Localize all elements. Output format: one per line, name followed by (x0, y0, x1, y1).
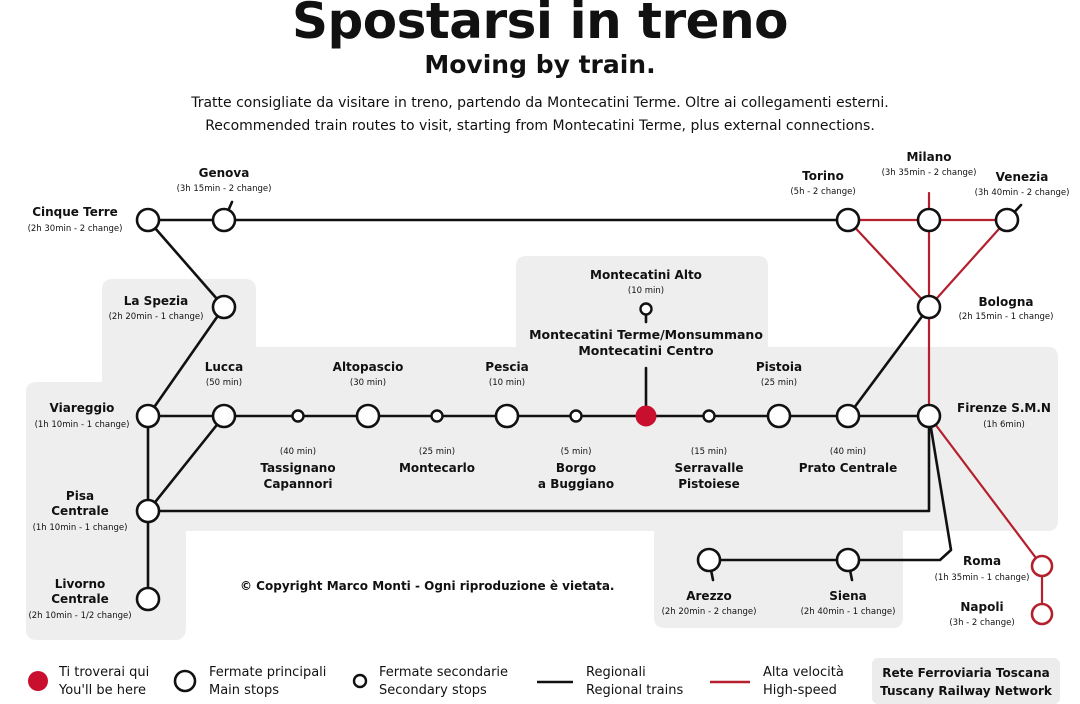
stop-venezia (996, 209, 1018, 231)
legend-main-label-it: Fermate principali (209, 665, 327, 680)
label-napoli: Napoli (960, 600, 1004, 614)
time-pescia: (10 min) (488, 378, 526, 388)
legend-secondary-stop-icon (354, 675, 366, 687)
time-genova: (3h 15min - 2 change) (176, 184, 272, 194)
label-montecatini-centro: Montecatini Centro (578, 343, 714, 358)
stop-genova (213, 209, 235, 231)
time-arezzo: (2h 20min - 2 change) (661, 607, 757, 617)
copyright-notice: © Copyright Marco Monti - Ogni riproduzione è vietata. (240, 579, 615, 593)
stop-altopascio (357, 405, 379, 427)
hs-venezia-bologna (929, 220, 1007, 307)
brand-label-it: Rete Ferroviaria Toscana (882, 666, 1050, 680)
legend-high-speed-label-it: Alta velocità (763, 665, 844, 680)
legend-secondary (379, 664, 508, 700)
time-pisa: (1h 10min - 1 change) (32, 523, 128, 533)
stop-cinque-terre (137, 209, 159, 231)
label-torino: Torino (802, 169, 844, 183)
label-pescia: Pescia (485, 360, 529, 374)
label-pisa-centrale: Centrale (51, 504, 109, 518)
label-livorno-centrale: Centrale (51, 592, 109, 606)
label-lucca: Lucca (204, 360, 244, 374)
time-siena: (2h 40min - 1 change) (800, 607, 896, 617)
brand-label-en: Tuscany Railway Network (880, 684, 1052, 698)
stop-milano (918, 209, 940, 231)
time-pistoia: (25 min) (760, 378, 798, 388)
time-altopascio: (30 min) (349, 378, 387, 388)
stop-montecarlo (432, 411, 443, 422)
stop-torino (837, 209, 859, 231)
label-siena: Siena (829, 589, 867, 603)
page-title: Spostarsi in treno (291, 0, 789, 50)
label-altopascio: Altopascio (332, 360, 404, 374)
stop-prato (837, 405, 859, 427)
legend-main-label-en: Main stops (209, 683, 280, 698)
label-montecatini-terme: Montecatini Terme/Monsummano (529, 327, 763, 342)
label-bologna: Bologna (978, 295, 1034, 309)
time-roma: (1h 35min - 1 change) (934, 573, 1030, 583)
legend-home-icon (28, 671, 48, 691)
stop-lucca (213, 405, 235, 427)
home-stop-montecatini (636, 406, 656, 426)
intro-italian: Tratte consigliate da visitare in treno, partendo da Montecatini Terme. Oltre ai collegamenti esterni. (191, 95, 889, 111)
stop-serravalle (704, 411, 715, 422)
legend-regional (586, 664, 683, 700)
stop-roma (1032, 556, 1052, 576)
label-montecatini-alto: Montecatini Alto (590, 268, 702, 282)
label-cinque-terre: Cinque Terre (32, 205, 118, 219)
time-torino: (5h - 2 change) (790, 187, 856, 197)
time-montecatini-alto: (10 min) (627, 286, 665, 296)
legend-home-label-it: Ti troverai qui (59, 665, 150, 680)
legend-high-speed-label-en: High-speed (763, 683, 837, 698)
stop-viareggio (137, 405, 159, 427)
legend-regional-label-it: Regionali (586, 665, 646, 680)
label-pistoia: Pistoia (755, 360, 803, 374)
page-subtitle: Moving by train. (424, 50, 656, 79)
label-prato: Prato Centrale (798, 461, 898, 475)
label-montecarlo: Montecarlo (398, 461, 476, 475)
time-lucca: (50 min) (205, 378, 243, 388)
time-la-spezia: (2h 20min - 1 change) (108, 312, 204, 322)
time-livorno: (2h 10min - 1/2 change) (28, 611, 132, 621)
label-pisa: Pisa (65, 489, 95, 503)
time-serravalle: (15 min) (690, 447, 728, 457)
label-milano: Milano (906, 150, 952, 164)
label-borgo: Borgo (555, 461, 597, 475)
time-napoli: (3h - 2 change) (949, 618, 1015, 628)
label-la-spezia: La Spezia (123, 294, 189, 308)
time-montecarlo: (25 min) (418, 447, 456, 457)
stop-napoli (1032, 604, 1052, 624)
network-brand-box (872, 658, 1060, 704)
time-cinque-terre: (2h 30min - 2 change) (27, 224, 123, 234)
stop-siena (837, 549, 859, 571)
legend-main (209, 664, 326, 700)
label-a-buggiano: a Buggiano (537, 477, 615, 491)
time-milano: (3h 35min - 2 change) (881, 168, 977, 178)
stop-pistoia (768, 405, 790, 427)
label-roma: Roma (962, 554, 1002, 568)
time-bologna: (2h 15min - 1 change) (958, 312, 1054, 322)
stop-tassignano (293, 411, 304, 422)
legend-high-speed (763, 664, 844, 700)
stop-livorno (137, 588, 159, 610)
label-venezia: Venezia (995, 170, 1049, 184)
legend-secondary-label-en: Secondary stops (379, 683, 487, 698)
time-prato: (40 min) (829, 447, 867, 457)
time-venezia: (3h 40min - 2 change) (974, 188, 1070, 198)
legend-regional-label-en: Regional trains (586, 683, 684, 698)
legend-main-stop-icon (175, 671, 195, 691)
legend-home (59, 664, 149, 700)
label-tassignano: Tassignano (260, 461, 336, 475)
time-borgo: (5 min) (560, 447, 592, 457)
stop-la-spezia (213, 296, 235, 318)
label-pistoiese: Pistoiese (678, 477, 740, 491)
stop-arezzo (698, 549, 720, 571)
label-serravalle: Serravalle (674, 461, 744, 475)
stop-montecatini-alto (641, 304, 652, 315)
hs-torino-bologna (848, 220, 929, 307)
intro-english: Recommended train routes to visit, starting from Montecatini Terme, plus external connections. (205, 118, 875, 134)
label-livorno: Livorno (54, 577, 106, 591)
legend-home-label-en: You'll be here (59, 683, 147, 698)
stop-pescia (496, 405, 518, 427)
stop-pisa (137, 500, 159, 522)
label-genova: Genova (198, 166, 250, 180)
label-viareggio: Viareggio (49, 401, 115, 415)
label-arezzo: Arezzo (686, 589, 732, 603)
time-tassignano: (40 min) (279, 447, 317, 457)
stop-bologna (918, 296, 940, 318)
label-firenze: Firenze S.M.N (957, 401, 1051, 415)
time-viareggio: (1h 10min - 1 change) (34, 420, 130, 430)
label-capannori: Capannori (263, 477, 333, 491)
stop-borgo (571, 411, 582, 422)
time-firenze: (1h 6min) (983, 420, 1025, 430)
legend-secondary-label-it: Fermate secondarie (379, 665, 509, 680)
stop-firenze (918, 405, 940, 427)
